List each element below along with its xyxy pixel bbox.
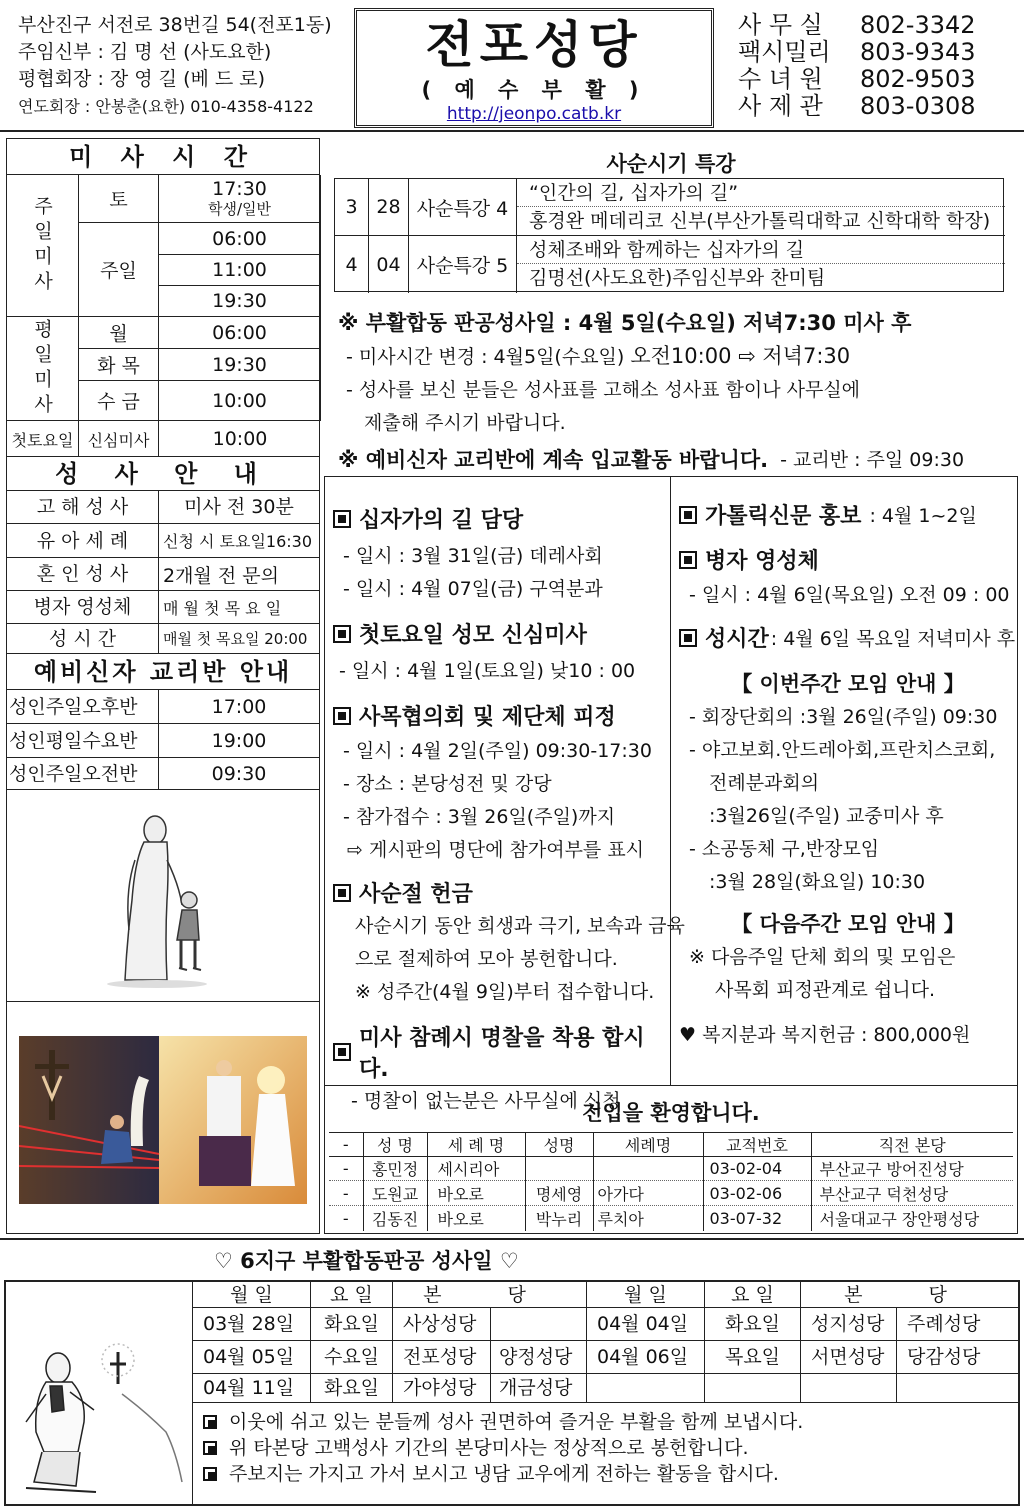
lecture-speaker: 김명선(사도요한)주임신부와 찬미팀 <box>529 267 826 289</box>
council-line: - 장소 : 본당성전 및 강당 <box>343 773 552 795</box>
penance-title: ※ 부활합동 판공성사일 : 4월 5일(수요일) 저녁7:30 미사 후 <box>338 311 912 335</box>
catechumen-row: 성인주일오후반 17:00 <box>7 690 319 724</box>
schedule-table <box>192 1282 1020 1402</box>
lecture-month: 3 <box>335 179 369 236</box>
sacrament-row: 고 해 성 사 미사 전 30분 <box>7 491 319 524</box>
square-bullet-icon <box>333 707 351 725</box>
holy-hour-heading: 성시간 : 4월 6일 목요일 저녁미사 후 <box>679 622 1017 653</box>
penance-notice <box>338 306 1014 480</box>
this-week-line: 전례분과회의 <box>709 772 820 794</box>
catechumen-row: 성인평일수요반 19:00 <box>7 724 319 758</box>
weekday-mass-label: 평일미사 <box>7 317 79 421</box>
lecture-month: 4 <box>335 236 369 293</box>
parish-info <box>18 12 348 120</box>
lecture-topic: “인간의 길, 십자가의 길” <box>517 179 1005 207</box>
contact-fax: 팩시밀리 803-9343 <box>738 38 976 66</box>
contact-rectory: 사 제 관 803-0308 <box>738 92 976 120</box>
announcements-left <box>325 477 685 1112</box>
announcements-right <box>671 477 1017 1085</box>
council-line: - 일시 : 4월 2일(주일) 09:30-17:30 <box>343 740 652 762</box>
sunday-time-1: 06:00 <box>159 223 321 255</box>
next-week-line: ※ 다음주일 단체 회의 및 모임은 <box>689 946 956 968</box>
masthead <box>354 8 714 128</box>
saturday-time: 17:30 학생/일반 <box>159 175 321 223</box>
confession-painting <box>7 1002 319 1234</box>
contact-office: 사 무 실 802-3342 <box>738 11 976 39</box>
this-week-line: :3월26일(주일) 교중미사 후 <box>709 805 944 827</box>
sunday-day: 주일 <box>79 223 159 317</box>
contact-convent: 수 녀 원 802-9503 <box>738 65 976 93</box>
wed-fri-day: 수 금 <box>79 381 159 421</box>
square-bullet-icon <box>203 1415 217 1429</box>
council-line: ⇨ 게시판의 명단에 참가여부를 표시 <box>347 839 645 861</box>
confession-schedule-title: ♡ 6지구 부활합동판공 성사일 ♡ <box>214 1249 519 1273</box>
penance-time-change: - 미사시간 변경 : 4월5일(수요일) 오전10:00 ⇨ 저녁7:30 <box>346 344 851 368</box>
sacraments-table <box>7 491 319 654</box>
this-week-line: - 회장단회의 :3월 26일(주일) 09:30 <box>689 706 998 728</box>
newsletter-subtitle: ( 예 수 부 활 ) <box>421 78 647 102</box>
square-bullet-icon <box>203 1467 217 1481</box>
sacrament-row: 병자 영성체 매 월 첫 목 요 일 <box>7 591 319 624</box>
badge-line: - 명찰이 없는분은 사무실에 신청 <box>351 1090 621 1112</box>
welcome-title: 전입을 환영합니다. <box>582 1101 760 1125</box>
lecture-day: 28 <box>369 179 409 236</box>
lent-line: ※ 성주간(4월 9일)부터 접수합니다. <box>355 981 655 1003</box>
schedule-row: 04월 05일 수요일 전포성당 양정성당 04월 06일 목요일 서면성당 당감성당 <box>193 1341 1020 1374</box>
contacts <box>738 12 1018 120</box>
square-bullet-icon <box>333 625 351 643</box>
pastor: 주임신부 : 김 명 선 (사도요한) <box>18 41 272 63</box>
lent-line: 으로 절제하여 모아 봉헌합니다. <box>355 948 618 970</box>
welcome-row: - 홍민정 세시리아 03-02-04 부산교구 방어진성당 <box>329 1157 1013 1181</box>
wed-fri-time: 10:00 <box>159 381 321 421</box>
sunday-time-2: 11:00 <box>159 255 321 286</box>
stations-heading: 십자가의 길 담당 <box>333 503 670 534</box>
lecture-name: 사순특강 4 <box>409 179 517 236</box>
council-president: 평협회장 : 장 영 길 (베 드 로) <box>18 68 266 90</box>
council-line: - 참가접수 : 3월 26일(주일)까지 <box>343 806 616 828</box>
confession-schedule-box <box>4 1280 1020 1506</box>
name-badge-heading: 미사 참례시 명찰을 착용 합시다. <box>333 1021 670 1083</box>
saturday-day: 토 <box>79 175 159 223</box>
top-right-section <box>324 138 1018 474</box>
schedule-row: 04월 11일 화요일 가야성당 개금성당 <box>193 1374 1020 1402</box>
lent-lecture-title: 사순시기 특강 <box>606 152 736 176</box>
square-bullet-icon <box>679 551 697 569</box>
penance-line: - 성사를 보신 분들은 성사표를 고해소 성사표 함이나 사무실에 <box>346 379 861 401</box>
council-retreat-heading: 사목협의회 및 제단체 피정 <box>333 700 670 731</box>
praying-man-illustration <box>6 1282 192 1504</box>
catechumen-notice: ※ 예비신자 교리반에 계속 입교활동 바랍니다. - 교리반 : 주일 09:30 <box>338 448 965 472</box>
sacrament-row: 유 아 세 례 신청 시 토요일16:30 <box>7 524 319 558</box>
welfare-offering: ♥ 복지분과 복지헌금 : 800,000원 <box>679 1024 971 1046</box>
jesus-child-illustration <box>7 790 319 1002</box>
monday-time: 06:00 <box>159 317 321 349</box>
website-link[interactable]: http://jeonpo.catb.kr <box>446 104 622 124</box>
lecture-name: 사순특강 5 <box>409 236 517 293</box>
catechumen-table <box>7 690 319 790</box>
header <box>0 0 1024 132</box>
sick-communion-heading: 병자 영성체 <box>679 544 1017 575</box>
square-bullet-icon <box>333 1043 351 1061</box>
next-week-line: 사목회 피정관계로 쉽니다. <box>715 979 936 1001</box>
this-week-heading: 【 이번주간 모임 안내 】 <box>731 672 965 696</box>
first-saturday-time: 10:00 <box>212 428 268 450</box>
square-bullet-icon <box>203 1441 217 1455</box>
square-bullet-icon <box>333 884 351 902</box>
catechumen-title: 예비신자 교리반 안내 <box>7 654 319 690</box>
confession-schedule-section <box>0 1238 1024 1508</box>
sunday-mass-label: 주일미사 <box>7 175 79 317</box>
first-saturday-line: - 일시 : 4월 1일(토요일) 낮10 : 00 <box>339 660 636 682</box>
tue-thu-day: 화 목 <box>79 349 159 381</box>
sick-line: - 일시 : 4월 6일(목요일) 오전 09 : 00 <box>689 584 1010 606</box>
mass-times-table <box>7 175 319 457</box>
lent-lecture-table <box>334 178 1004 292</box>
schedule-note: 위 타본당 고백성사 기간의 본당미사는 정상적으로 봉헌합니다. <box>203 1435 1020 1461</box>
first-saturday-heading: 첫토요일 성모 신심미사 <box>333 618 670 649</box>
monday-day: 월 <box>79 317 159 349</box>
square-bullet-icon <box>679 506 697 524</box>
this-week-line: - 야고보회.안드레아회,프란치스코회, <box>689 739 996 761</box>
sunday-time-3: 19:30 <box>159 286 321 317</box>
welcome-table <box>329 1132 1013 1231</box>
first-saturday-label: 첫토요일 <box>7 421 79 457</box>
sacrament-row: 혼 인 성 사 2개월 전 문의 <box>7 558 319 591</box>
welcome-row: - 도원교 바오로 명세영 아가다 03-02-06 부산교구 덕천성당 <box>329 1181 1013 1206</box>
this-week-line: :3월 28일(화요일) 10:30 <box>709 871 926 893</box>
schedule-notes <box>192 1402 1020 1504</box>
square-bullet-icon <box>679 629 697 647</box>
stations-line: - 일시 : 4월 07일(금) 구역분과 <box>343 578 603 600</box>
announcements-box <box>324 476 1018 1234</box>
this-week-line: - 소공동체 구,반장모임 <box>689 838 880 860</box>
stations-line: - 일시 : 3월 31일(금) 데레사회 <box>343 545 603 567</box>
welcome-section <box>325 1085 1017 1233</box>
welcome-row: - 김동진 바오로 박누리 루치아 03-07-32 서울대교구 장안평성당 <box>329 1206 1013 1231</box>
sacraments-title: 성 사 안 내 <box>7 457 319 491</box>
newsletter-title: 전포성당 <box>425 15 643 74</box>
mass-times-title: 미 사 시 간 <box>7 139 319 175</box>
schedule-note: 이웃에 쉬고 있는 분들께 성사 권면하여 즐거운 부활을 함께 보냅시다. <box>203 1409 1020 1435</box>
schedule-row: 03월 28일 화요일 사상성당 04월 04일 화요일 성지성당 주례성당 <box>193 1308 1020 1341</box>
lecture-day: 04 <box>369 236 409 293</box>
tue-thu-time: 19:30 <box>159 349 321 381</box>
first-saturday-day: 신심미사 <box>79 421 159 457</box>
lent-offering-heading: 사순절 헌금 <box>333 877 670 908</box>
left-column <box>6 138 320 1234</box>
penance-line: 제출해 주시기 바랍니다. <box>364 412 566 434</box>
sacrament-row: 성 시 간 매월 첫 목요일 20:00 <box>7 624 319 654</box>
schedule-note: 주보지는 가지고 가서 보시고 냉담 교우에게 전하는 활동을 합시다. <box>203 1461 1020 1487</box>
schedule-header-row: 월 일 요 일 본 당 월 일 요 일 본 당 <box>193 1282 1020 1308</box>
funeral-president: 연도회장 : 안봉춘(요한) 010-4358-4122 <box>18 97 314 116</box>
square-bullet-icon <box>333 510 351 528</box>
catechumen-row: 성인주일오전반 09:30 <box>7 758 319 790</box>
catholic-paper-heading: 가톨릭신문 홍보 : 4월 1~2일 <box>679 499 1017 530</box>
lent-line: 사순시기 동안 희생과 극기, 보속과 금육 <box>355 915 685 937</box>
address: 부산진구 서전로 38번길 54(전포1동) <box>18 14 332 36</box>
welcome-header-row: - 성 명 세 례 명 성명 세례명 교적번호 직전 본당 <box>329 1133 1013 1157</box>
next-week-heading: 【 다음주간 모임 안내 】 <box>731 912 965 936</box>
lecture-topic: 성체조배와 함께하는 십자가의 길 <box>517 236 1005 264</box>
lecture-speaker: 홍경완 메데리코 신부(부산가톨릭대학교 신학대학 학장) <box>517 207 1005 236</box>
